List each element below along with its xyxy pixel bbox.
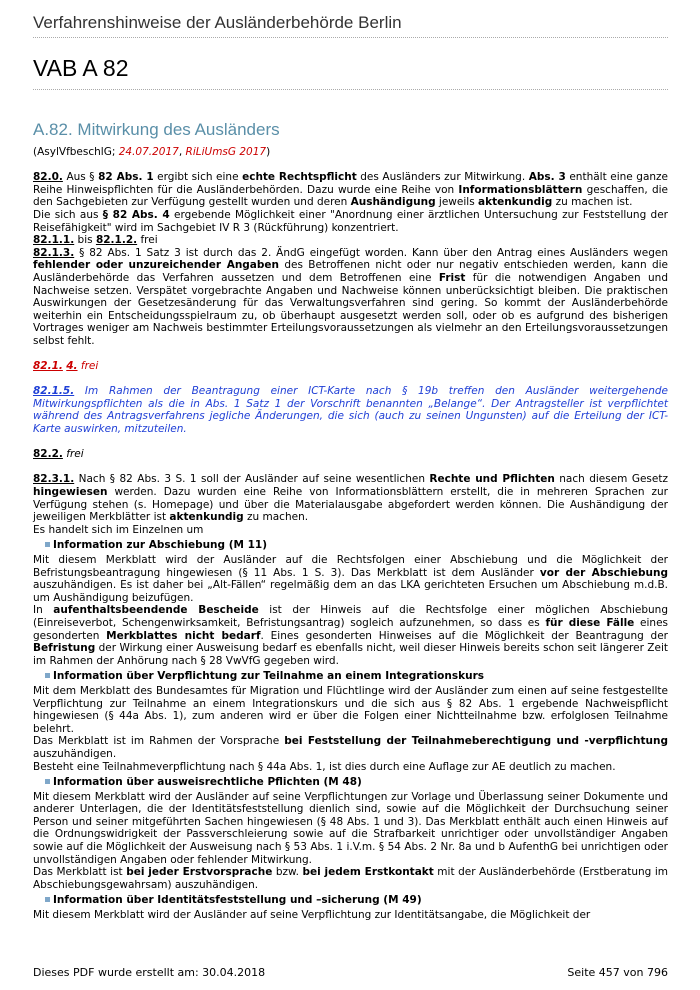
bullet-heading-m48: Information über ausweisrechtliche Pflichten (M 48) (45, 776, 668, 789)
m48-text-2: Das Merkblatt ist bei jeder Erstvorsprache bzw. bei jedem Erstkontakt mit der Ausländerbehörde (Erstberatung im Abschiebungsgewahrsam) auszuhändigen. (33, 866, 668, 891)
paragraph-82-1-5: 82.1.5. Im Rahmen der Beantragung einer ICT-Karte nach § 19b treffen den Ausländer weitergehende Mitwirkungspflichten als die in Abs. 1 Satz 1 der Vorschrift benannten „Belange“. Der Antragsteller ist verpflichtet während des Antragsverfahrens jegliche Änderungen, die sich (auch zu seinen Ungunsten) auf die Erteilung der ICT-Karte auswirken, mitzuteilen. (33, 385, 668, 436)
integ-text-3: Besteht eine Teilnahmeverpflichtung nach § 44a Abs. 1, ist dies durch eine Auflage zur AE deutlich zu machen. (33, 760, 616, 773)
paragraph-82-2: 82.2. frei (33, 448, 84, 461)
m49-text: Mit diesem Merkblatt wird der Ausländer auf seine Verpflichtung zur Identitätsangabe, die Möglichkeit der (33, 909, 591, 922)
m11-text: Mit diesem Merkblatt wird der Ausländer auf die Rechtsfolgen einer Abschiebung und die Möglichkeit der Befristungsbeantragung hingewiesen (§ 11 Abs. 1 S. 3). Das Merkblatt ist dem Ausländer vor der Abschiebung auszuhändigen. Es ist daher bei „Alt-Fällen“ regelmäßig dem an das LKA gerichteten Ersuchen um Abschiebung m.d.B. um Aushändigung beizufügen. (33, 554, 668, 604)
m11-text-2: In aufenthaltsbeendende Bescheide ist der Hinweis auf die Rechtsfolge einer möglichen Abschiebung (Einreiseverbot, Schengenwirksamkeit, Befristungsantrag) sogleich aufzunehmen, so dass es für diese Fälle eines gesonderten Merkblattes nicht bedarf. Eines gesonderten Hinweises auf die Möglichkeit der Beantragung der Befristung der Wirkung einer Ausweisung bedarf es ebenfalls nicht, weil dieser Hinweis bereits schon seit längerer Zeit im Rahmen der Anhörung nach § 28 VwVfG gegeben wird. (33, 604, 669, 667)
paragraph-82-1-4: 82.1. 4. frei (33, 360, 99, 373)
source-date-link[interactable]: 24.07.2017 (118, 146, 179, 158)
paragraph-82-0: 82.0. Aus § 82 Abs. 1 ergibt sich eine echte Rechtspflicht des Ausländers zur Mitwirkung. Abs. 3 enthält eine ganze Reihe Hinweispflichten für die Ausländerbehörden. Dazu wurde eine Reihe von Informationsblättern geschaffen, die den Sachgebieten zur Verfügung gestellt wurden und deren Aushändigung jeweils aktenkundig zu machen ist. (33, 171, 669, 209)
integ-text: Mit dem Merkblatt des Bundesamtes für Migration und Flüchtlinge wird der Ausländer zum einen auf seine festgestellte Verpflichtung zur Teilnahme an einem Integrationskurs und die sich aus § 82 Abs. 1 ergebende Nachweispflicht hingewiesen (§ 44a Abs. 1), zum anderen wird er über die Folgen einer Nichtteilnahme bzw. erfolglosen Teilnahme belehrt. (33, 684, 668, 735)
bullet-square-icon (45, 542, 50, 547)
header-divider (33, 37, 668, 38)
id-divider (33, 89, 668, 90)
footer-page-number: Seite 457 von 796 (567, 966, 668, 979)
bullet-heading-integration: Information über Verpflichtung zur Teilnahme an einem Integrationskurs (45, 670, 668, 683)
paragraph-82-0-cont: Die sich aus § 82 Abs. 4 ergebende Möglichkeit einer "Anordnung einer ärztlichen Untersuchung zur Feststellung der Reisefähigkeit" wird im Sachgebiet IV R 3 (Rückführung) konzentriert. (33, 208, 669, 234)
para-number: 82.0. (33, 171, 63, 184)
bullet-square-icon (45, 779, 50, 784)
bullet-square-icon (45, 897, 50, 902)
paragraph-82-3-1-intro: Es handelt sich im Einzelnen um (33, 523, 204, 536)
paragraph-82-1-1: 82.1.1. bis 82.1.2. frei (33, 234, 158, 247)
paragraph-82-1-3: 82.1.3. § 82 Abs. 1 Satz 3 ist durch das 2. ÄndG eingefügt worden. Kann über den Antrag eines Ausländers wegen fehlender oder unzureichender Angaben des Betroffenen nicht oder nur negativ entschieden werden, kann die Ausländerbehörde das Verfahren aussetzen und dem Betroffenen eine Frist für die notwendigen Angaben und Nachweise setzen. Verspätet vorgebrachte Angaben und Nachweise können unberücksichtigt bleiben. Die praktischen Auswirkungen der Gesetzesänderung für das Verwaltungsverfahren sind gering. So kommt der Ausländerbehörde weiterhin ein Entscheidungsspielraum zu, ob überhaupt ausgesetzt werden soll, oder ob es aufgrund des bisherigen Vortrages weniger am Nachweis bestimmter Erteilungsvoraussetzungen als vielmehr an den Erteilungsvoraussetzungen selbst fehlt. (33, 246, 668, 347)
document-header-title: Verfahrenshinweise der Ausländerbehörde Berlin (33, 13, 402, 32)
integ-text-2: Das Merkblatt ist im Rahmen der Vorsprache bei Feststellung der Teilnahmeberechtigung und -verpflichtung auszuhändigen. (33, 735, 668, 760)
paragraph-82-3-1: 82.3.1. Nach § 82 Abs. 3 S. 1 soll der Ausländer auf seine wesentlichen Rechte und Pflichten nach diesem Gesetz hingewiesen werden. Dazu wurden eine Reihe von Informationsblättern erstellt, die in mehreren Sprachen zur Verfügung stehen (s. Homepage) und über die Materialausgabe abgefordert werden können. Die Aushändigung der jeweiligen Merkblätter ist aktenkundig zu machen. (33, 473, 668, 524)
footer-created-date: Dieses PDF wurde erstellt am: 30.04.2018 (33, 966, 266, 979)
m48-text: Mit diesem Merkblatt wird der Ausländer auf seine Verpflichtungen zur Vorlage und Überlassung seiner Dokumente und anderer Unterlagen, die der Identitätsfeststellung dienlich sind, sowie auf die Möglichkeit der Durchsuchung seiner Person und seiner mitgeführten Sachen hingewiesen (§ 48 Abs. 1 und 3). Das Merkblatt enthält auch einen Hinweis auf die Ordnungswidrigkeit der Passverschleierung sowie auf die Strafbarkeit unrichtiger oder unvollständiger Angaben sowie auf die Möglichkeit der Ausweisung nach § 53 Abs. 1 i.V.m. § 54 Abs. 2 Nr. 8a und b AufenthG bei unrichtigen oder unvollständigen Angaben oder fehlender Mitwirkung. (33, 790, 668, 866)
document-body (33, 146, 668, 922)
bullet-heading-m49: Information über Identitätsfeststellung und –sicherung (M 49) (45, 894, 668, 907)
source-rili-link[interactable]: RiLiUmsG 2017 (185, 146, 267, 158)
bullet-square-icon (45, 673, 50, 678)
section-title: A.82. Mitwirkung des Ausländers (33, 120, 280, 139)
document-id: VAB A 82 (33, 55, 129, 81)
source-line: (AsylVfbeschlG; 24.07.2017, RiLiUmsG 2017) (33, 146, 271, 158)
bullet-heading-m11: Information zur Abschiebung (M 11) (45, 539, 668, 552)
